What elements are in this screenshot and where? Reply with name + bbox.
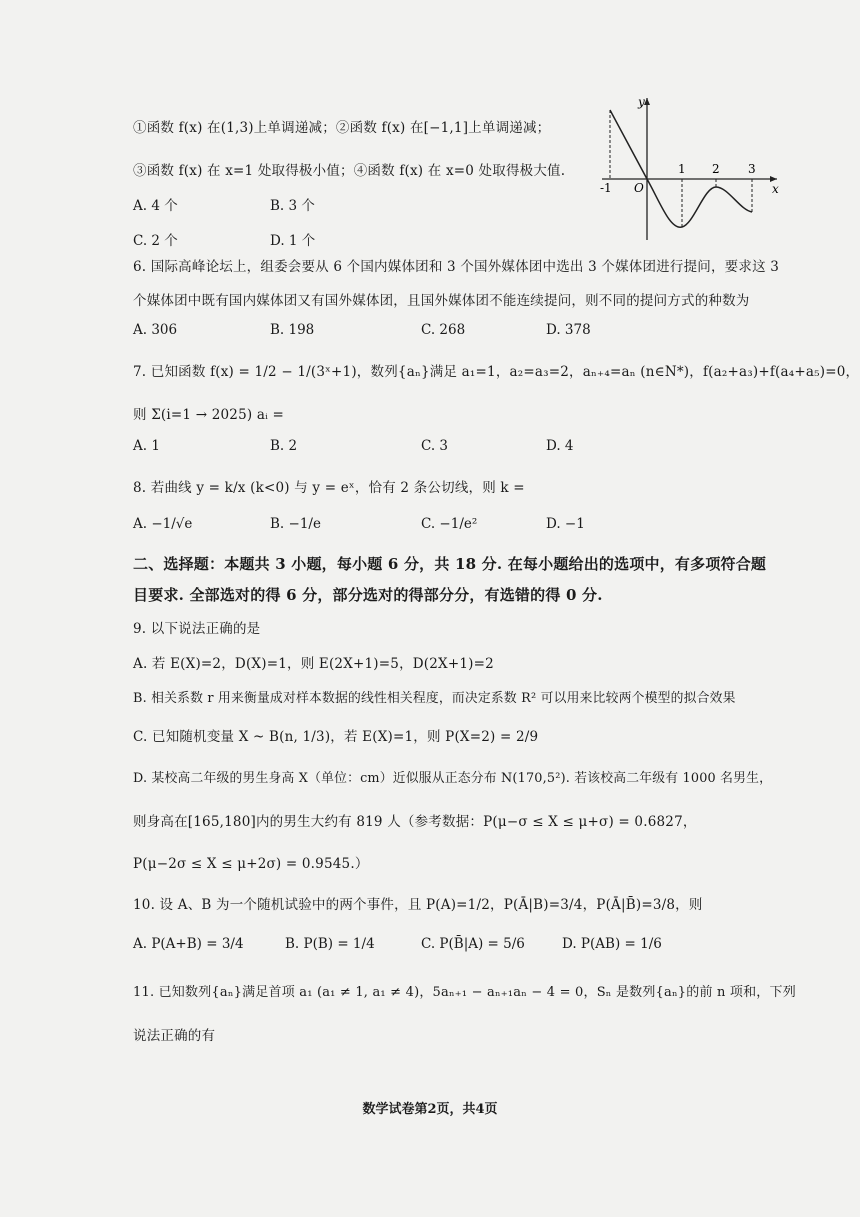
q9-option-d-line1: D. 某校高二年级的男生身高 X（单位：cm）近似服从正态分布 N(170,5²). 若该校高二年级有 1000 名男生， [133,771,773,786]
q5-statement-line1: ①函数 f(x) 在(1,3)上单调递减；②函数 f(x) 在[−1,1]上单调递减； [133,120,551,136]
section2-heading-line1: 二、选择题：本题共 3 小题，每小题 6 分，共 18 分. 在每小题给出的选项中，有多项符合题 [133,555,767,573]
function-graph [592,92,782,242]
page-footer: 数学试卷第2页，共4页 [362,1102,498,1117]
tick-label-neg1: -1 [600,181,612,195]
q6-stem-line1: 6. 国际高峰论坛上，组委会要从 6 个国内媒体团和 3 个国外媒体团中选出 3 个媒体团进行提问，要求这 3 [133,259,780,275]
q6-option-b: B. 198 [270,322,315,338]
q5-option-a: A. 4 个 [133,198,178,214]
q10-option-b: B. P(B) = 1/4 [285,936,375,952]
q9-option-d-line3: P(μ−2σ ≤ X ≤ μ+2σ) = 0.9545.） [133,856,369,872]
x-axis-label: x [772,182,779,196]
q10-option-c: C. P(B̄|A) = 5/6 [421,936,525,952]
q7-option-a: A. 1 [133,438,160,454]
section2-heading-line2: 目要求. 全部选对的得 6 分，部分选对的得部分分，有选错的得 0 分. [133,586,603,604]
q9-option-b: B. 相关系数 r 用来衡量成对样本数据的线性相关程度，而决定系数 R² 可以用来比较两个模型的拟合效果 [133,691,736,706]
q6-stem-line2: 个媒体团中既有国内媒体团又有国外媒体团，且国外媒体团不能连续提问，则不同的提问方式的种数为 [133,293,750,309]
origin-label: O [634,181,644,195]
tick-label-1: 1 [678,162,686,176]
tick-label-3: 3 [748,162,756,176]
q5-option-b: B. 3 个 [270,198,315,214]
q10-option-a: A. P(A+B) = 3/4 [133,936,244,952]
y-axis-arrow [644,98,650,105]
q7-stem-line2: 则 Σ(i=1 → 2025) aᵢ = [133,407,284,423]
q6-option-c: C. 268 [421,322,466,338]
q8-option-b: B. −1/e [270,516,321,532]
q7-stem-line1: 7. 已知函数 f(x) = 1/2 − 1/(3ˣ+1)，数列{aₙ}满足 a₁=1，a₂=a₃=2，aₙ₊₄=aₙ (n∈N*)，f(a₂+a₃)+f(a₄+a₅)=0， [133,364,860,380]
q6-option-a: A. 306 [133,322,178,338]
q8-stem: 8. 若曲线 y = k/x (k<0) 与 y = eˣ，恰有 2 条公切线，则 k = [133,480,525,496]
q11-stem-line1: 11. 已知数列{aₙ}满足首项 a₁ (a₁ ≠ 1, a₁ ≠ 4)，5aₙ₊₁ − aₙ₊₁aₙ − 4 = 0，Sₙ 是数列{aₙ}的前 n 项和，下列 [133,985,796,1000]
q8-option-c: C. −1/e² [421,516,478,532]
q7-option-d: D. 4 [546,438,574,454]
q5-option-c: C. 2 个 [133,233,178,249]
q8-option-a: A. −1/√e [133,516,193,532]
q9-stem: 9. 以下说法正确的是 [133,621,261,637]
q6-option-d: D. 378 [546,322,591,338]
q9-option-a: A. 若 E(X)=2，D(X)=1，则 E(2X+1)=5，D(2X+1)=2 [133,656,494,672]
q9-option-c: C. 已知随机变量 X ~ B(n, 1/3)，若 E(X)=1，则 P(X=2) = 2/9 [133,729,539,745]
q5-statement-line2: ③函数 f(x) 在 x=1 处取得极小值；④函数 f(x) 在 x=0 处取得极大值. [133,163,566,179]
y-axis-label: y [638,95,645,109]
q11-stem-line2: 说法正确的有 [133,1028,216,1044]
tick-label-2: 2 [712,162,720,176]
q10-option-d: D. P(AB) = 1/6 [562,936,662,952]
q9-option-d-line2: 则身高在[165,180]内的男生大约有 819 人（参考数据：P(μ−σ ≤ X ≤ μ+σ) = 0.6827， [133,814,697,830]
q7-option-b: B. 2 [270,438,298,454]
q5-option-d: D. 1 个 [270,233,316,249]
q10-stem: 10. 设 A、B 为一个随机试验中的两个事件，且 P(A)=1/2，P(Ā|B)=3/4，P(Ā|B̄)=3/8，则 [133,897,703,913]
q8-option-d: D. −1 [546,516,585,532]
q7-option-c: C. 3 [421,438,449,454]
